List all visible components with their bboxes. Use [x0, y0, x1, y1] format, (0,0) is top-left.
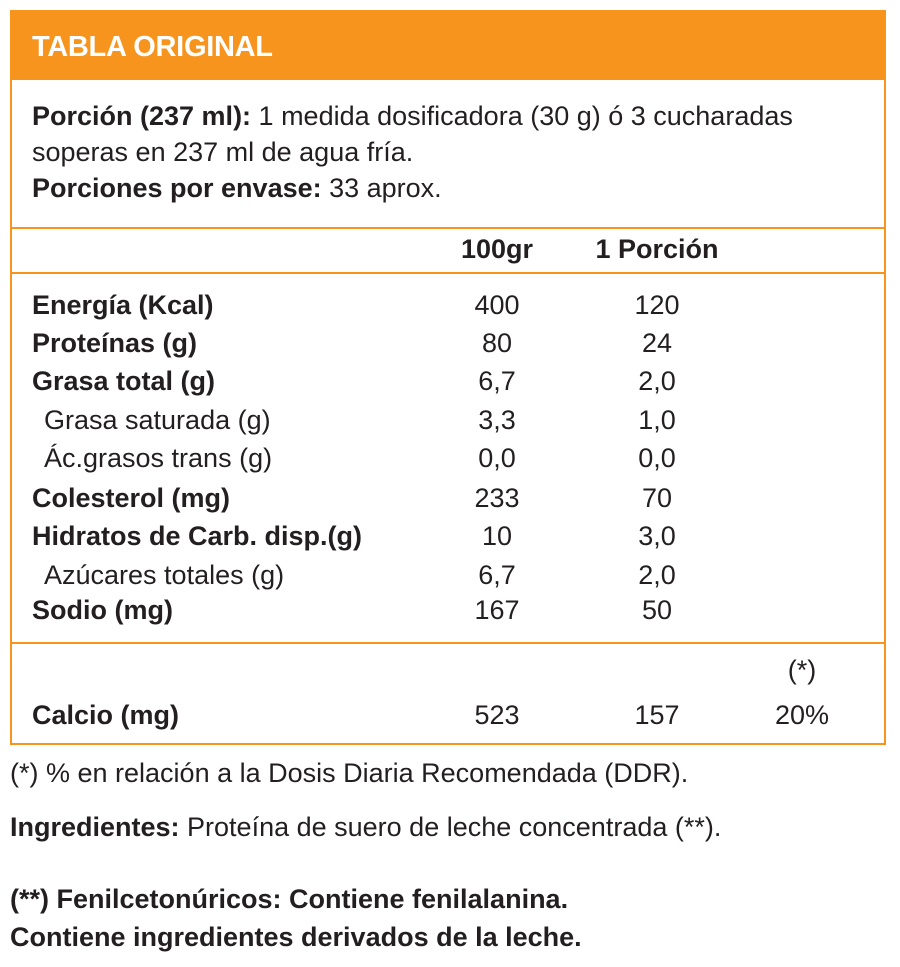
divider-columns	[12, 272, 884, 274]
divider-calcium	[12, 642, 884, 644]
value-100gr: 6,7	[478, 366, 516, 396]
value-100gr: 0,0	[478, 443, 516, 473]
portion-label: Porción (237 ml):	[32, 101, 252, 131]
ddr-footnote: (*) % en relación a la Dosis Diaria Recomendada (DDR).	[10, 758, 689, 788]
nutrient-label: Proteínas (g)	[32, 328, 198, 358]
ingredients-line	[10, 812, 721, 843]
milk-derivatives-warning: Contiene ingredientes derivados de la leche.	[10, 922, 582, 952]
value-100gr: 523	[474, 700, 520, 730]
nutrient-row-calcium	[12, 696, 884, 734]
ingredients-label: Ingredientes:	[10, 812, 180, 842]
value-100gr: 6,7	[478, 560, 516, 590]
value-100gr: 233	[474, 483, 520, 513]
value-portion: 120	[634, 290, 680, 320]
nutrient-label: Colesterol (mg)	[32, 483, 231, 513]
value-portion: 2,0	[638, 560, 676, 590]
value-portion: 50	[641, 595, 673, 625]
table-header	[12, 12, 884, 80]
value-100gr: 3,3	[478, 405, 516, 435]
value-portion: 157	[634, 700, 680, 730]
nutrient-label: Calcio (mg)	[32, 700, 180, 730]
nutrient-row-cholesterol	[12, 479, 884, 517]
nutrient-label: Ác.grasos trans (g)	[44, 443, 273, 473]
divider-serving	[12, 227, 884, 229]
ingredients-text: Proteína de suero de leche concentrada (**).	[179, 812, 722, 842]
per-package-text: 33 aprox.	[321, 173, 442, 203]
value-portion: 0,0	[638, 443, 676, 473]
nutrient-row-saturated-fat	[12, 401, 884, 439]
value-portion: 1,0	[638, 405, 676, 435]
nutrient-row-energy	[12, 286, 884, 324]
value-100gr: 400	[474, 290, 520, 320]
per-package-label: Porciones por envase:	[32, 173, 322, 203]
nutrient-label: Azúcares totales (g)	[44, 560, 285, 590]
value-100gr: 10	[481, 521, 513, 551]
ddr-marker: (*)	[787, 655, 817, 685]
nutrient-row-trans-fat	[12, 439, 884, 477]
nutrient-label: Sodio (mg)	[32, 595, 173, 625]
nutrient-row-carbohydrates	[12, 517, 884, 555]
nutrition-table	[10, 10, 886, 745]
column-header-100gr: 100gr	[460, 234, 534, 264]
value-100gr: 80	[481, 328, 513, 358]
value-100gr: 167	[474, 595, 520, 625]
portion-text: 1 medida dosificadora (30 g) ó 3 cucharadas soperas en 237 ml de agua fría.	[32, 101, 793, 167]
nutrient-row-total-fat	[12, 362, 884, 400]
serving-info	[32, 98, 882, 206]
nutrient-row-protein	[12, 324, 884, 362]
nutrient-label: Hidratos de Carb. disp.(g)	[32, 521, 363, 551]
value-portion: 3,0	[638, 521, 676, 551]
nutrient-label: Grasa saturada (g)	[44, 405, 271, 435]
column-header-portion: 1 Porción	[595, 234, 719, 264]
table-title: TABLA ORIGINAL	[32, 31, 273, 63]
phenylketonuric-warning: (**) Fenilcetonúricos: Contiene fenilalanina.	[10, 884, 569, 914]
nutrient-label: Energía (Kcal)	[32, 290, 214, 320]
value-ddr-percent: 20%	[774, 700, 830, 730]
nutrient-label: Grasa total (g)	[32, 366, 216, 396]
value-portion: 24	[641, 328, 673, 358]
value-portion: 2,0	[638, 366, 676, 396]
nutrient-row-sugars	[12, 556, 884, 594]
nutrient-row-sodium	[12, 591, 884, 629]
value-portion: 70	[641, 483, 673, 513]
